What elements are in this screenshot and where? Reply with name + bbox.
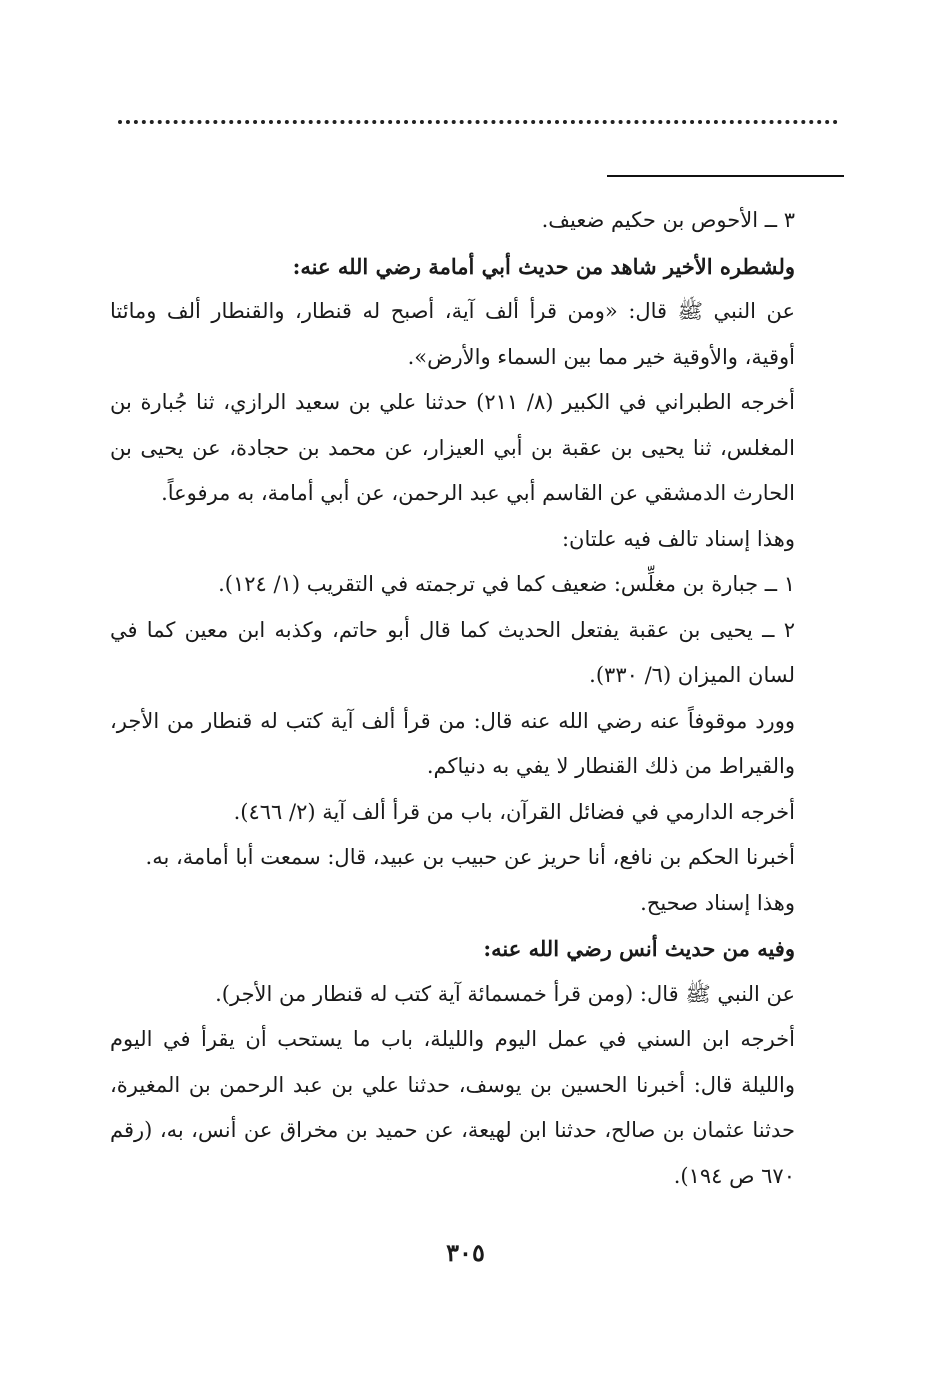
- paragraph: ١ ــ جبارة بن مغلِّس: ضعيف كما في ترجمته في التقريب (١/ ١٢٤).: [218, 572, 795, 596]
- dotted-separator: [118, 120, 838, 124]
- paragraph: وورد موقوفاً عنه رضي الله عنه قال: من قرأ ألف آية كتب له قنطار من الأجر، والقيراط من ذلك القنطار لا يفي به دنياكم.: [110, 708, 795, 778]
- page-number: ٣٠٥: [446, 1238, 485, 1267]
- footnote-text: [110, 198, 843, 1199]
- paragraph-heading: وفيه من حديث أنس رضي الله عنه:: [483, 936, 795, 961]
- paragraph: ٢ ــ يحيى بن عقبة يفتعل الحديث كما قال أبو حاتم، وكذبه ابن معين كما في لسان الميزان (٦/ ٣٣٠).: [110, 617, 795, 687]
- paragraph: عن النبي ﷺ قال: (ومن قرأ خمسمائة آية كتب له قنطار من الأجر).: [215, 981, 795, 1006]
- paragraph: أخرجه الطبراني في الكبير (٨/ ٢١١) حدثنا علي بن سعيد الرازي، ثنا جُبارة بن المغلس، ثنا يحيى بن عقبة بن أبي العيزار، عن محمد بن حجادة، عن يحيى بن الحارث الدمشقي عن القاسم أبي عبد الرحمن، عن أبي أمامة، به مرفوعاً.: [110, 390, 795, 505]
- paragraph: عن النبي ﷺ قال: «ومن قرأ ألف آية، أصبح له قنطار، والقنطار ألف ومائتا أوقية، والأوقية خير مما بين السماء والأرض».: [110, 299, 795, 369]
- paragraph: أخرجه الدارمي في فضائل القرآن، باب من قرأ ألف آية (٢/ ٤٦٦).: [233, 799, 795, 824]
- paragraph: أخبرنا الحكم بن نافع، أنا حريز عن حبيب بن عبيد، قال: سمعت أبا أمامة، به.: [145, 845, 795, 869]
- footnote-rule: [607, 175, 844, 177]
- paragraph-heading: ولشطره الأخير شاهد من حديث أبي أمامة رضي الله عنه:: [292, 253, 795, 279]
- paragraph: وهذا إسناد تالف فيه علتان:: [561, 526, 795, 551]
- paragraph: أخرجه ابن السني في عمل اليوم والليلة، باب ما يستحب أن يقرأ في اليوم والليلة قال: أخبرنا الحسين بن يوسف، حدثنا علي بن عبد الرحمن بن المغيرة، حدثنا عثمان بن صالح، حدثنا ابن لهيعة، عن حميد بن مخراق عن أنس، به، (رقم ٦٧٠ ص ١٩٤).: [110, 1027, 795, 1188]
- paragraph: ٣ ــ الأحوص بن حكيم ضعيف.: [541, 208, 795, 232]
- paragraph: وهذا إسناد صحيح.: [640, 890, 795, 915]
